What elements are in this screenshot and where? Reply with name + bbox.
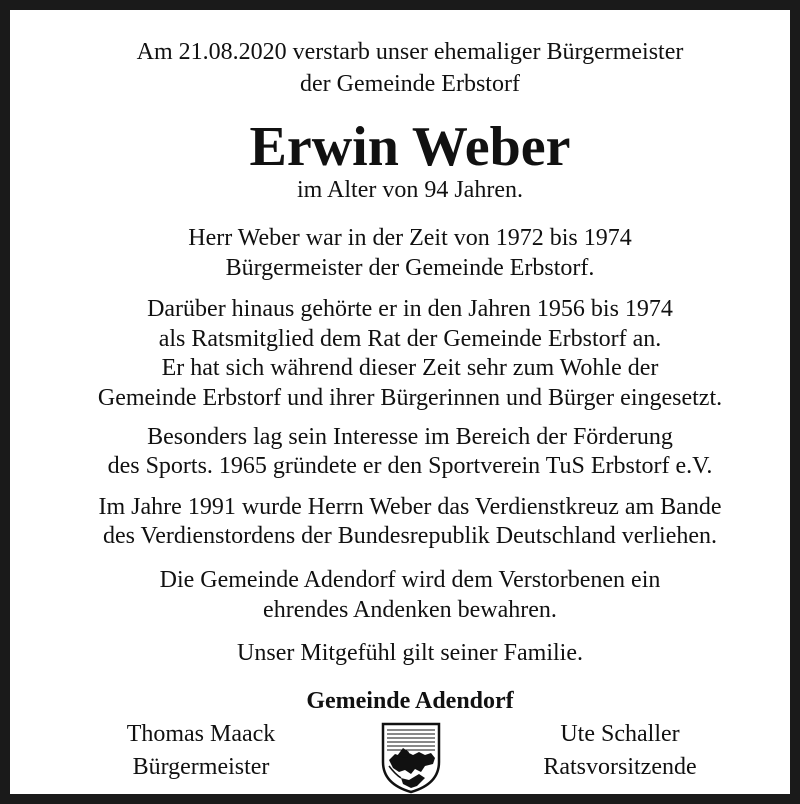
paragraph-condolence: Unser Mitgefühl gilt seiner Familie.	[237, 640, 583, 666]
signature-mayor	[91, 718, 311, 784]
paragraph-sports: Besonders lag sein Interesse im Bereich der Förderung	[147, 424, 673, 450]
paragraph-mayor-term: Bürgermeister der Gemeinde Erbstorf.	[225, 255, 595, 281]
signature-council-chair	[510, 718, 730, 784]
paragraph-award: des Verdienstordens der Bundesrepublik Deutschland verliehen.	[102, 523, 718, 549]
coat-of-arms-icon	[381, 722, 441, 794]
signature-title: Bürgermeister	[132, 754, 270, 780]
paragraph-remembrance: ehrendes Andenken bewahren.	[263, 597, 557, 623]
paragraph-remembrance: Die Gemeinde Adendorf wird dem Verstorbenen ein	[159, 567, 661, 593]
intro-line-municipality: der Gemeinde Erbstorf	[300, 71, 520, 97]
paragraph-council: als Ratsmitglied dem Rat der Gemeinde Erbstorf an.	[158, 326, 662, 352]
paragraph-mayor-term: Herr Weber war in der Zeit von 1972 bis 1974	[188, 225, 632, 251]
signature-title: Ratsvorsitzende	[543, 754, 697, 780]
paragraph-council: Er hat sich während dieser Zeit sehr zum Wohle der	[161, 355, 659, 381]
sender-municipality: Gemeinde Adendorf	[306, 688, 514, 714]
intro-line: Am 21.08.2020 verstarb unser ehemaliger Bürgermeister	[136, 39, 684, 65]
paragraph-council: Gemeinde Erbstorf und ihrer Bürgerinnen und Bürger eingesetzt.	[97, 385, 723, 411]
paragraph-award: Im Jahre 1991 wurde Herrn Weber das Verdienstkreuz am Bande	[98, 494, 722, 520]
paragraph-council: Darüber hinaus gehörte er in den Jahren 1956 bis 1974	[147, 296, 673, 322]
paragraph-sports: des Sports. 1965 gründete er den Sportverein TuS Erbstorf e.V.	[107, 453, 713, 479]
signature-name: Thomas Maack	[126, 721, 276, 747]
signature-name: Ute Schaller	[560, 721, 680, 747]
age-line: im Alter von 94 Jahren.	[297, 177, 523, 203]
deceased-name: Erwin Weber	[249, 116, 571, 178]
